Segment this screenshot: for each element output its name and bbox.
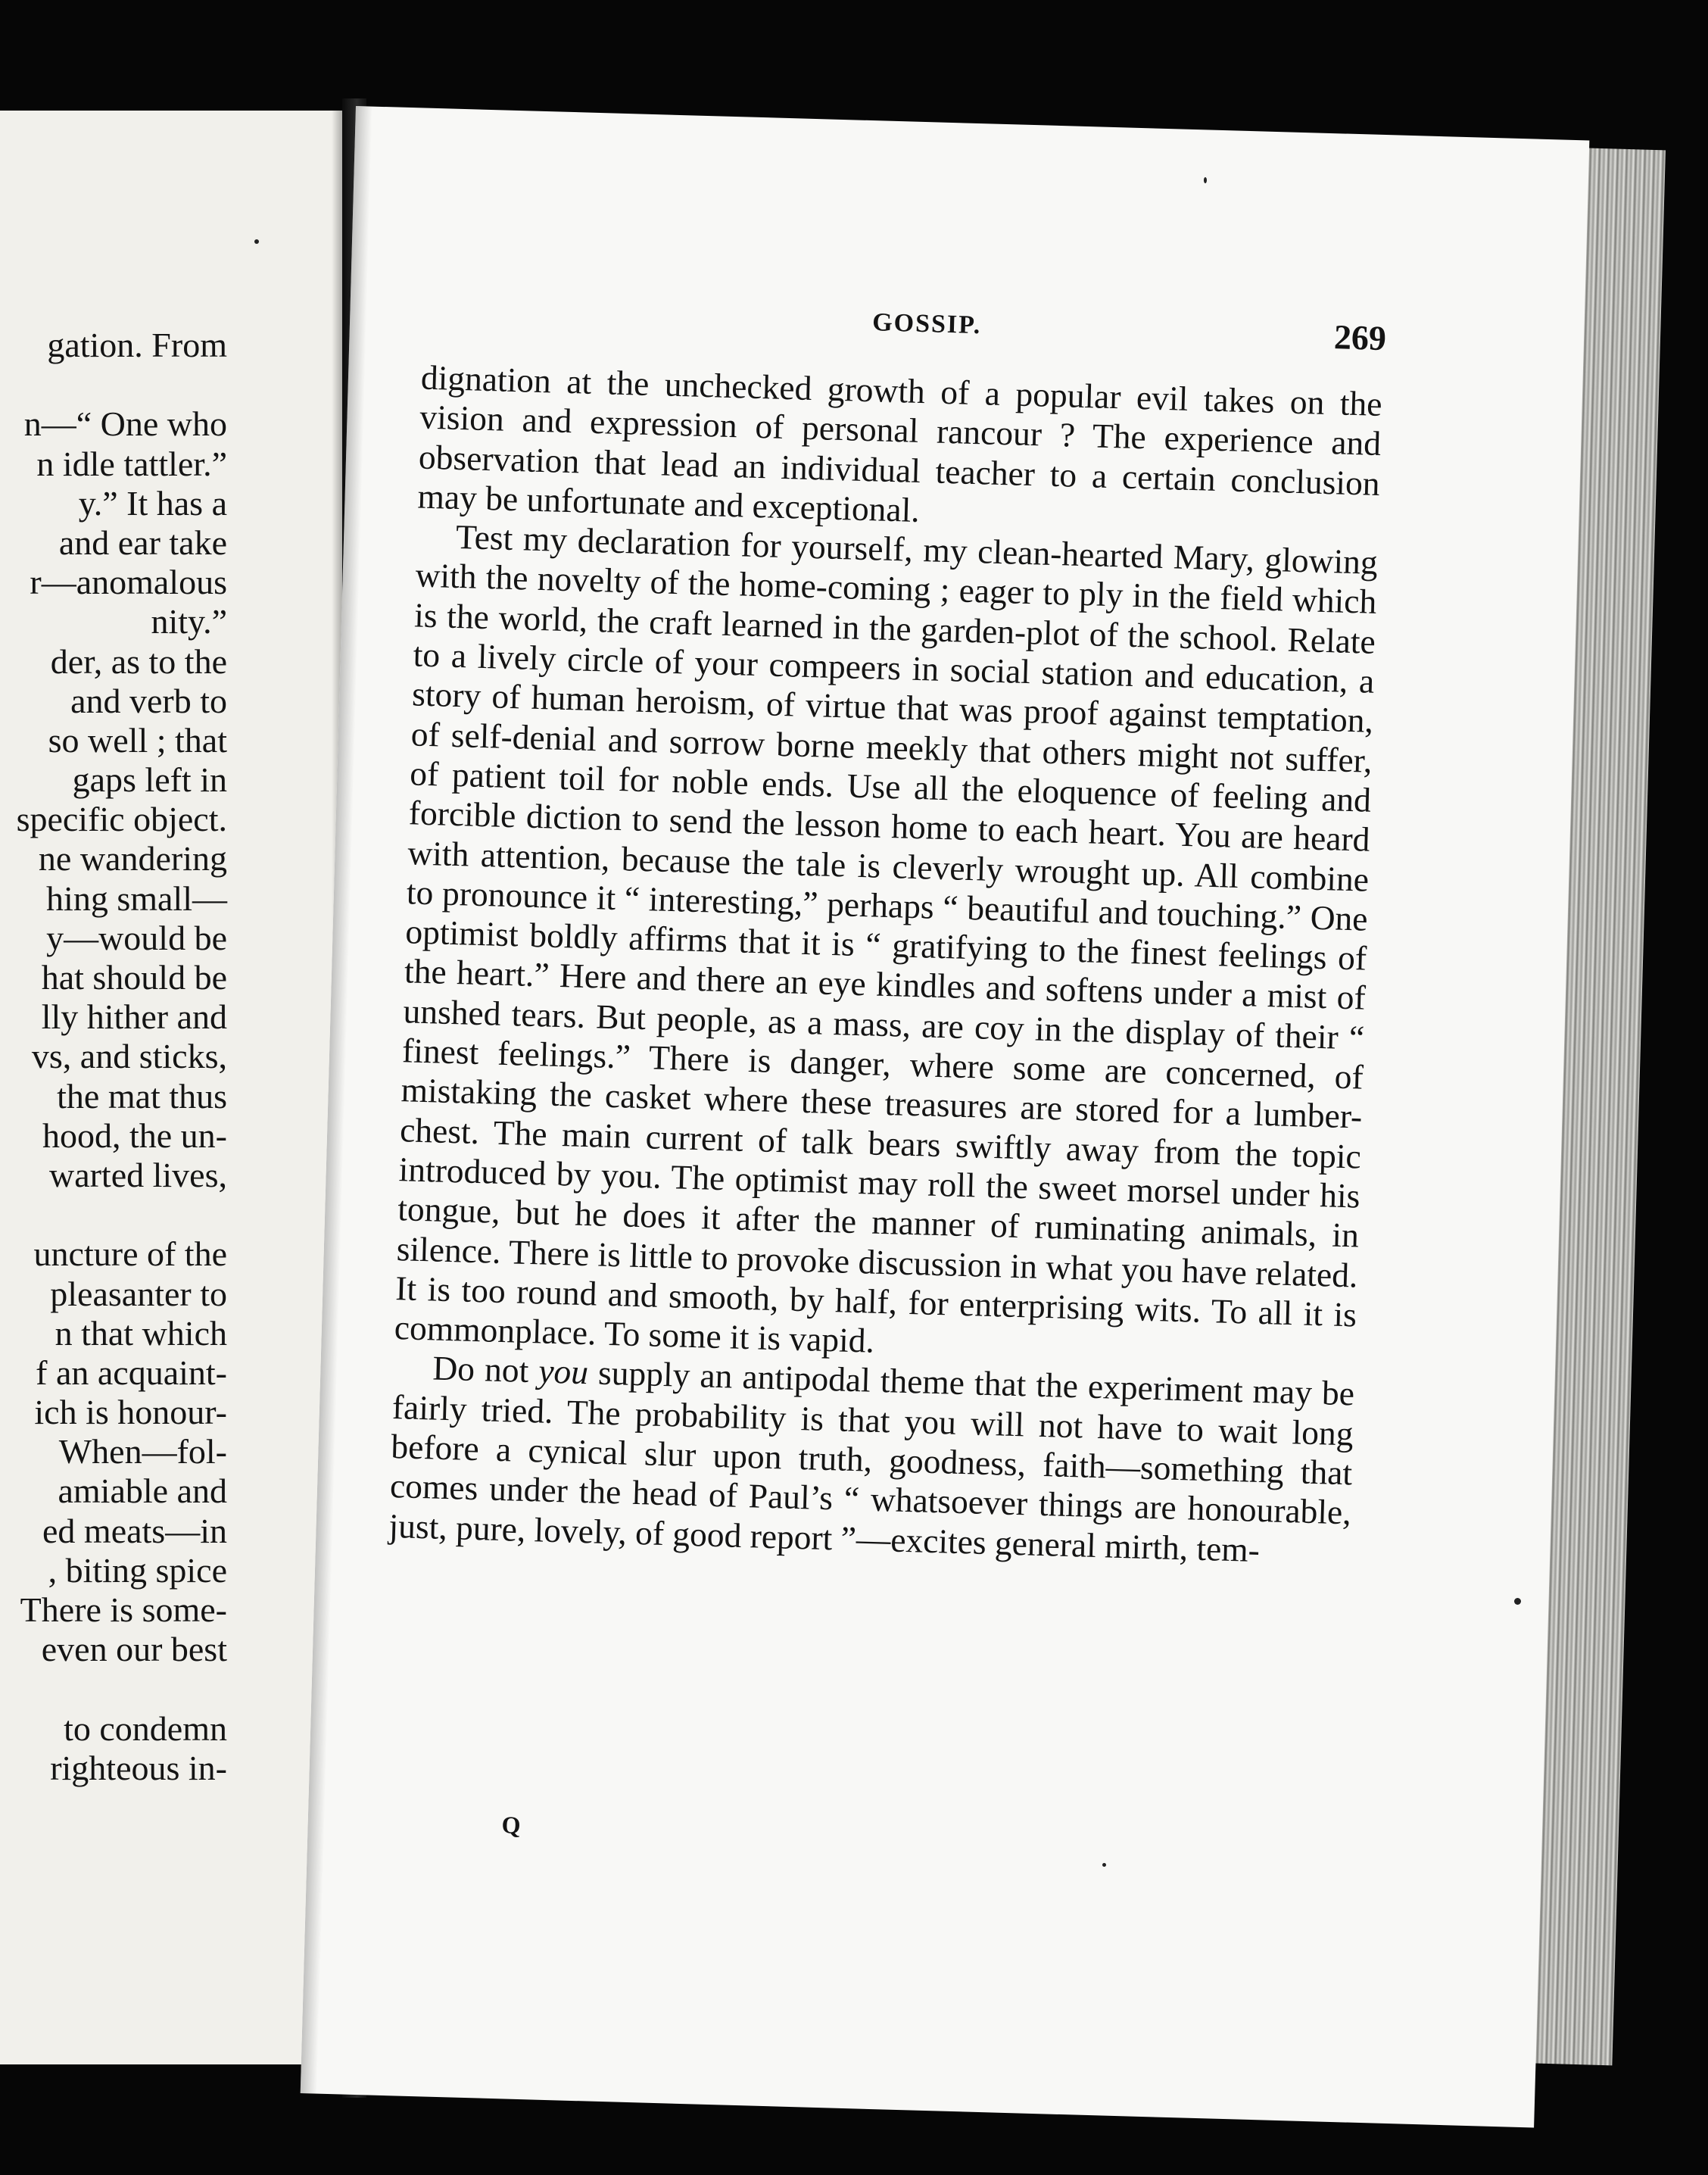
left-line: f an acquaint- [36,1353,227,1392]
left-line-gap [0,1669,227,1708]
left-line: There is some- [20,1590,227,1629]
left-line: to condemn [64,1708,227,1748]
left-line: r—anomalous [30,563,227,602]
left-line: ich is honour- [34,1393,227,1432]
left-line: hat should be [41,958,227,997]
left-line: pleasanter to [50,1274,227,1313]
left-line: gaps left in [72,760,227,800]
left-line: specific object. [16,800,227,839]
left-line: and verb to [70,681,227,720]
italic-word: you [538,1351,589,1392]
left-line: y—would be [46,918,227,957]
running-title: GOSSIP. [871,308,982,340]
body-text [388,358,1382,1573]
paragraph [388,1347,1355,1572]
paragraph [394,516,1378,1375]
left-line: lly hither and [41,997,227,1037]
right-page [301,106,1590,2127]
left-line: nity.” [151,602,227,641]
left-line: righteous in- [50,1748,227,1787]
left-line: warted lives, [48,1155,227,1194]
left-line-gap [0,365,227,404]
left-line: n—“ One who [23,404,227,444]
left-line: even our best [41,1630,227,1669]
left-line: y.” It has a [78,483,227,523]
left-line: When—fol- [58,1432,227,1471]
left-line: hing small— [46,878,227,918]
left-line: the mat thus [57,1076,227,1116]
left-line: n idle tattler.” [36,444,227,483]
paragraph-text: Test my declaration for yourself, my clean-hearted Mary, glowing with the novelty of the home-coming ; eager to ply in the field which is the world, the craft learned in the garden-plot of the school. Relate to a lively circle of your compeers in social station and education, a story of human heroism, of virtue that was proof against temptation, of self-denial and sorrow borne meekly that others might not suffer, of patient toil for noble ends. Use all the eloquence of feeling and forcible diction to send the lesson home to each heart. You are heard with attention, because the tale is cleverly wrought up. All combine to pronounce it “ interesting,” perhaps “ beautiful and touching.” One optimist boldly affirms that it is “ gratifying to the finest feelings of the heart.” Here and there an eye kindles and softens under a mist of unshed tears. But people, as a mass, are coy in the display of their “ finest feelings.” There is danger, where some are concerned, of mistaking the casket where these treasures are stored for a lumber-chest. The main current of talk bears swiftly away from the topic introduced by you. The optimist may roll the sweet morsel under his tongue, but he does it after the manner of ruminating animals, in silence. There is little to provoke discussion in what you have related. It is too round and smooth, by half, for enterprising wits. To all it is commonplace. To some it is vapid. [394,517,1379,1360]
paragraph [417,358,1382,544]
signature-mark: Q [501,1811,522,1839]
speck [254,239,259,244]
left-line: hood, the un- [42,1116,227,1155]
left-line: ne wandering [38,839,227,878]
speck [1204,177,1207,183]
left-line: and ear take [58,523,227,562]
paragraph-text: supply an antipodal theme that the experiment may be fairly tried. The probability is that you will not have to wait long before a cynical slur upon truth, goodness, faith—something that comes under the head of Paul’s “ whatsoever things are honourable, just, pure, lovely, of good report ”—excites general mirth, tem- [388,1353,1355,1569]
left-line: n that which [55,1313,227,1353]
left-line: amiable and [58,1471,227,1511]
left-line: gation. From [47,326,227,364]
left-line: uncture of the [33,1234,227,1274]
left-line: ed meats—in [42,1511,227,1550]
left-line: vs, and sticks, [31,1037,227,1076]
paragraph-text: dignation at the unchecked growth of a popular evil takes on the vision and expression of personal rancour ? The experience and observation that lead an individual teacher to a certain conclusion may be unfortunate and exceptional. [416,357,1383,529]
left-line: so well ; that [48,720,227,760]
left-line: der, as to the [50,641,227,681]
left-page [0,111,342,2064]
page-number: 269 [1333,317,1387,358]
left-line: , biting spice [48,1550,227,1590]
speck [1102,1863,1106,1867]
speck [1514,1598,1521,1605]
left-page-text [0,326,227,1788]
paragraph-text: Do not [432,1348,540,1390]
left-line-gap [0,1195,227,1234]
